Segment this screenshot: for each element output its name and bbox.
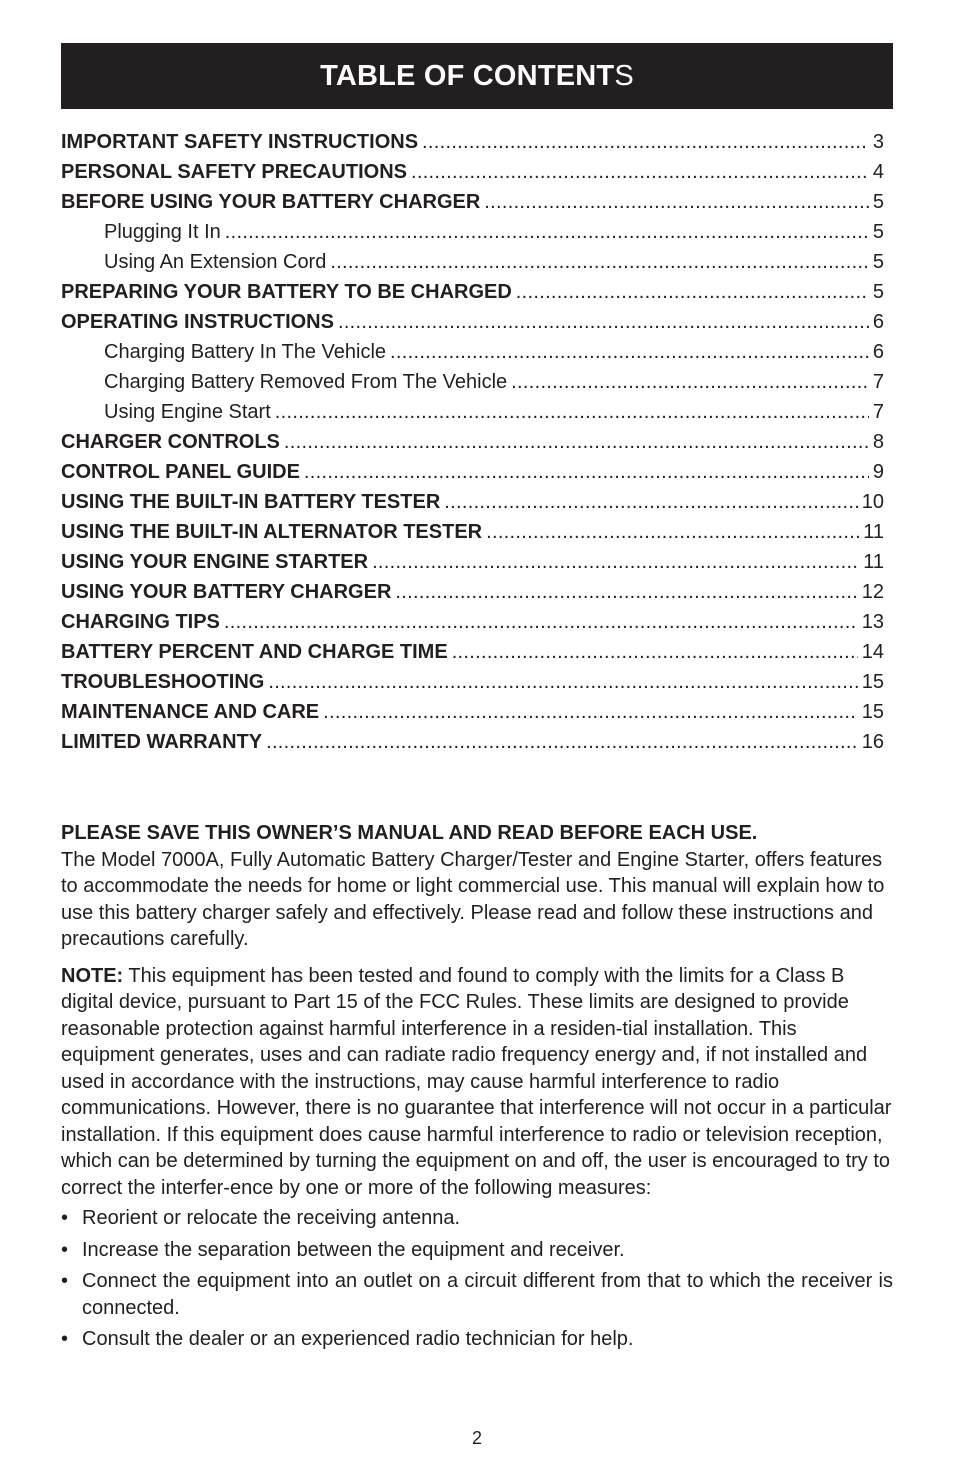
toc-entry-page: 5 bbox=[872, 281, 884, 303]
toc-entry-label: Charging Battery In The Vehicle bbox=[104, 341, 387, 363]
toc-entry-label: CONTROL PANEL GUIDE bbox=[61, 461, 300, 483]
toc-entry-label: IMPORTANT SAFETY INSTRUCTIONS bbox=[61, 131, 419, 153]
toc-entry-page: 4 bbox=[872, 161, 884, 183]
measure-item bbox=[61, 1205, 893, 1232]
toc-dot-leader bbox=[275, 397, 869, 427]
save-manual-heading: PLEASE SAVE THIS OWNER’S MANUAL AND READ BEFORE EACH USE. bbox=[61, 822, 758, 844]
toc-entry bbox=[61, 487, 884, 517]
title-last-letter: S bbox=[614, 59, 634, 92]
toc-entry bbox=[61, 277, 884, 307]
toc-dot-leader bbox=[266, 727, 858, 757]
measure-text: Consult the dealer or an experienced radio technician for help. bbox=[82, 1328, 634, 1350]
toc-entry-label: Charging Battery Removed From The Vehicle bbox=[104, 371, 508, 393]
toc-entry bbox=[61, 127, 884, 157]
toc-entry-page: 11 bbox=[863, 551, 884, 573]
toc-entry bbox=[61, 337, 884, 367]
toc-entry-label: CHARGER CONTROLS bbox=[61, 431, 280, 453]
toc-entry-page: 12 bbox=[861, 581, 884, 603]
toc-entry bbox=[61, 397, 884, 427]
toc-dot-leader bbox=[323, 697, 858, 727]
toc-dot-leader bbox=[268, 667, 857, 697]
toc-entry-page: 15 bbox=[861, 671, 884, 693]
toc-entry bbox=[61, 637, 884, 667]
toc-entry-label: PERSONAL SAFETY PRECAUTIONS bbox=[61, 161, 407, 183]
toc-entry-page: 5 bbox=[872, 251, 884, 273]
toc-entry bbox=[61, 247, 884, 277]
toc-entry-page: 14 bbox=[861, 641, 884, 663]
note-text: This equipment has been tested and found to comply with the limits for a Class B digital device, pursuant to Part 15 of the FCC Rules. These limits are designed to provide reasonable protection against harmful interference in a residen-tial installation. This equipment generates, uses and can radiate radio frequency energy and, if not installed and used in accordance with the instructions, may cause harmful interference to radio communications. However, there is no guarantee that interference will not occur in a particular installation. If this equipment does cause harmful interference to radio or television reception, which can be determined by turning the equipment on and off, the user is encouraged to try to correct the interfer-ence by one or more of the following measures: bbox=[61, 964, 892, 1199]
toc-entry-label: USING YOUR ENGINE STARTER bbox=[61, 551, 369, 573]
toc-header-bar bbox=[61, 43, 893, 109]
toc-entry bbox=[61, 697, 884, 727]
bullet-mark: • bbox=[61, 1270, 69, 1292]
toc-dot-leader bbox=[395, 577, 857, 607]
toc-entry bbox=[61, 217, 884, 247]
toc-dot-leader bbox=[411, 157, 869, 187]
toc-entry-label: USING THE BUILT-IN BATTERY TESTER bbox=[61, 491, 441, 513]
toc-entry bbox=[61, 667, 884, 697]
note-label: NOTE: bbox=[61, 964, 124, 987]
toc-dot-leader bbox=[511, 367, 869, 397]
toc-entry-label: USING THE BUILT-IN ALTERNATOR TESTER bbox=[61, 521, 483, 543]
toc-entry bbox=[61, 577, 884, 607]
toc-entry-page: 15 bbox=[861, 701, 884, 723]
toc-entry-page: 8 bbox=[872, 431, 884, 453]
toc-entry-label: TROUBLESHOOTING bbox=[61, 671, 265, 693]
toc-dot-leader bbox=[516, 277, 869, 307]
toc-entry-label: Using Engine Start bbox=[104, 401, 271, 423]
measure-text: Increase the separation between the equipment and receiver. bbox=[82, 1238, 625, 1261]
body-text bbox=[61, 820, 893, 1358]
intro-paragraph: The Model 7000A, Fully Automatic Battery Charger/Tester and Engine Starter, offers features to accommodate the needs for home or light commercial use. This manual will explain how to use this battery charger safely and effectively. Please read and follow these instructions and precautions carefully. bbox=[61, 848, 885, 950]
page-title bbox=[320, 60, 634, 93]
toc-entry-page: 9 bbox=[872, 461, 884, 483]
toc-entry-label: LIMITED WARRANTY bbox=[61, 731, 263, 753]
toc-entry-page: 7 bbox=[872, 371, 884, 393]
toc-dot-leader bbox=[224, 607, 858, 637]
toc-dot-leader bbox=[338, 307, 869, 337]
toc-entry-label: Plugging It In bbox=[104, 221, 221, 243]
bullet-mark: • bbox=[61, 1238, 69, 1261]
measures-list bbox=[61, 1205, 893, 1353]
note-paragraph bbox=[61, 963, 893, 1202]
toc-entry-page: 5 bbox=[872, 221, 884, 243]
toc-entry-page: 6 bbox=[872, 311, 884, 333]
page-number: 2 bbox=[471, 1428, 482, 1448]
measure-item bbox=[61, 1268, 893, 1321]
toc-dot-leader bbox=[444, 487, 857, 517]
toc-dot-leader bbox=[452, 637, 858, 667]
toc-entry-page: 7 bbox=[872, 401, 884, 423]
measure-text: Connect the equipment into an outlet on a circuit different from that to which the receiver is connected. bbox=[82, 1270, 893, 1319]
toc-entry bbox=[61, 427, 884, 457]
toc-entry bbox=[61, 727, 884, 757]
toc-entry-label: PREPARING YOUR BATTERY TO BE CHARGED bbox=[61, 281, 512, 303]
toc-entry-label: BATTERY PERCENT AND CHARGE TIME bbox=[61, 641, 448, 663]
toc-dot-leader bbox=[372, 547, 859, 577]
toc-entry bbox=[61, 607, 884, 637]
toc-entry bbox=[61, 187, 884, 217]
toc-dot-leader bbox=[484, 187, 869, 217]
toc-list bbox=[61, 127, 884, 757]
toc-dot-leader bbox=[330, 247, 869, 277]
toc-entry bbox=[61, 517, 884, 547]
toc-dot-leader bbox=[422, 127, 869, 157]
toc-entry-label: USING YOUR BATTERY CHARGER bbox=[61, 581, 392, 603]
toc-entry bbox=[61, 457, 884, 487]
measure-item bbox=[61, 1326, 893, 1353]
toc-entry bbox=[61, 547, 884, 577]
toc-entry bbox=[61, 367, 884, 397]
toc-entry-page: 16 bbox=[861, 731, 884, 753]
toc-dot-leader bbox=[304, 457, 869, 487]
title-main: TABLE OF CONTENT bbox=[320, 59, 615, 92]
toc-dot-leader bbox=[225, 217, 869, 247]
toc-entry bbox=[61, 307, 884, 337]
bullet-mark: • bbox=[61, 1207, 69, 1229]
toc-entry-page: 10 bbox=[861, 491, 884, 513]
measure-item bbox=[61, 1237, 893, 1264]
toc-entry-page: 13 bbox=[861, 611, 884, 633]
toc-entry-page: 3 bbox=[872, 131, 884, 153]
toc-entry-page: 6 bbox=[872, 341, 884, 363]
toc-entry-page: 11 bbox=[863, 521, 884, 543]
toc-entry bbox=[61, 157, 884, 187]
toc-entry-label: CHARGING TIPS bbox=[61, 611, 220, 633]
toc-entry-label: BEFORE USING YOUR BATTERY CHARGER bbox=[61, 191, 481, 213]
toc-entry-page: 5 bbox=[872, 191, 884, 213]
toc-dot-leader bbox=[390, 337, 869, 367]
toc-entry-label: Using An Extension Cord bbox=[104, 251, 327, 273]
bullet-mark: • bbox=[61, 1328, 69, 1350]
toc-entry-label: MAINTENANCE AND CARE bbox=[61, 701, 320, 723]
toc-dot-leader bbox=[486, 517, 859, 547]
toc-entry-label: OPERATING INSTRUCTIONS bbox=[61, 311, 334, 333]
measure-text: Reorient or relocate the receiving antenna. bbox=[82, 1207, 461, 1229]
toc-dot-leader bbox=[284, 427, 869, 457]
